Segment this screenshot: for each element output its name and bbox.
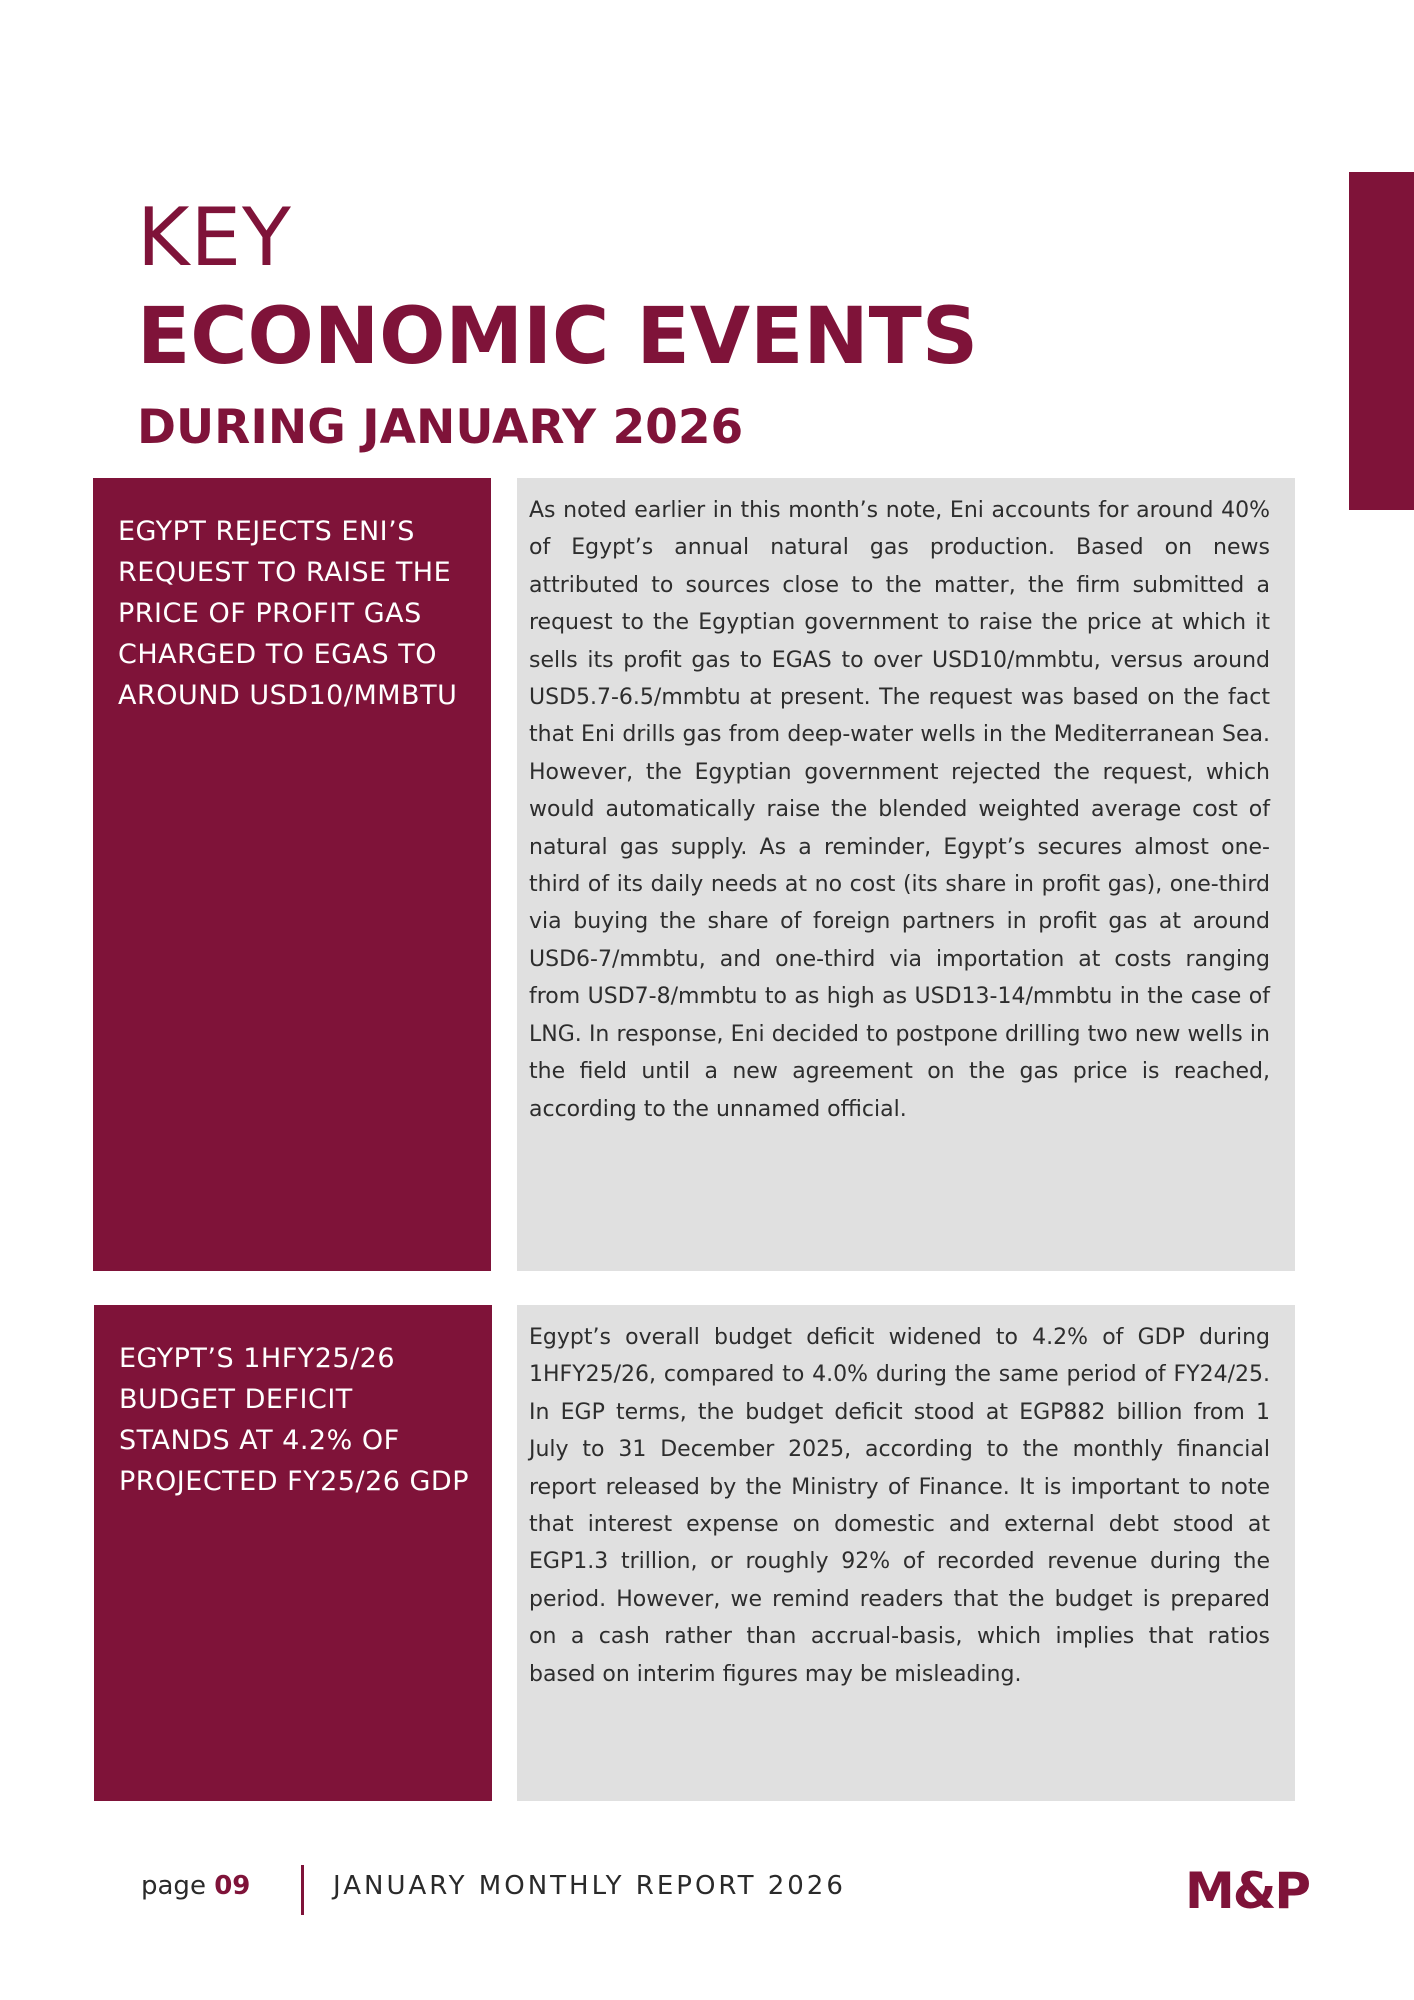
page-label: page (141, 1871, 206, 1901)
page-number: 09 (214, 1871, 251, 1901)
page-indicator (141, 1868, 250, 1904)
side-accent-bar (1349, 172, 1414, 510)
report-title: JANUARY MONTHLY REPORT 2026 (333, 1871, 846, 1901)
event-1-body: As noted earlier in this month’s note, Eni accounts for around 40% of Egypt’s annual natural gas production. Based on news attributed to sources close to the matter, the firm submitted a request to the Egyptian government to raise the price at which it sells its profit gas to EGAS to over USD10/mmbtu, versus around USD5.7-6.5/mmbtu at present. The request was based on the fact that Eni drills gas from deep-water wells in the Mediterranean Sea. However, the Egyptian government rejected the request, which would automatically raise the blended weighted average cost of natural gas supply. As a reminder, Egypt’s secures almost one-third of its daily needs at no cost (its share in profit gas), one-third via buying the share of foreign partners in profit gas at around USD6-7/mmbtu, and one-third via importation at costs ranging from USD7-8/mmbtu to as high as USD13-14/mmbtu in the case of LNG. In response, Eni decided to postpone drilling two new wells in the field until a new agreement on the gas price is reached, according to the unnamed official. (517, 478, 1295, 1271)
event-1-heading: EGYPT REJECTS ENI’S REQUEST TO RAISE THE PRICE OF PROFIT GAS CHARGED TO EGAS TO AROUND USD10/MMBTU (93, 478, 491, 1271)
footer-divider (301, 1865, 304, 1915)
brand-logo: M&P (1185, 1862, 1310, 1920)
page-subtitle: DURING JANUARY 2026 (137, 400, 744, 455)
event-2-body: Egypt’s overall budget deficit widened to 4.2% of GDP during 1HFY25/26, compared to 4.0% during the same period of FY24/25. In EGP terms, the budget deficit stood at EGP882 billion from 1 July to 31 December 2025, according to the monthly financial report released by the Ministry of Finance. It is important to note that interest expense on domestic and external debt stood at EGP1.3 trillion, or roughly 92% of recorded revenue during the period. However, we remind readers that the budget is prepared on a cash rather than accrual-basis, which implies that ratios based on interim figures may be misleading. (517, 1305, 1295, 1801)
page-title-key: KEY (137, 191, 292, 284)
page-title-main: ECONOMIC EVENTS (137, 292, 979, 382)
event-2-heading: EGYPT’S 1HFY25/26 BUDGET DEFICIT STANDS AT 4.2% OF PROJECTED FY25/26 GDP (94, 1305, 492, 1801)
